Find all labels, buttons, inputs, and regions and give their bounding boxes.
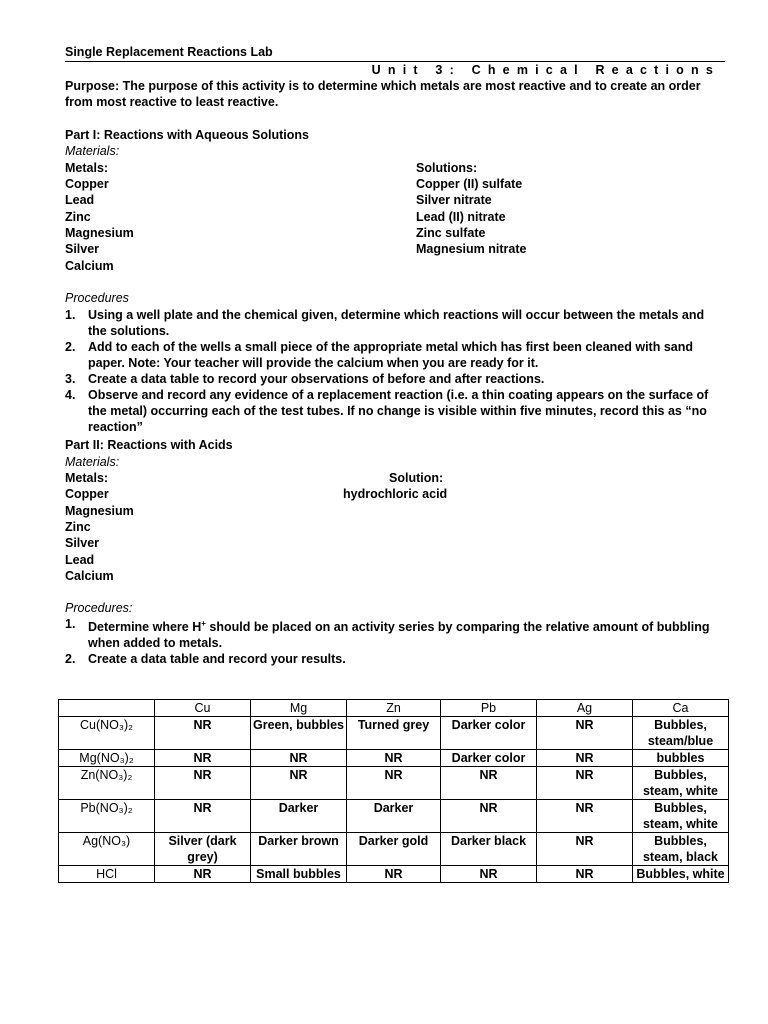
table-cell: Darker color <box>441 750 537 767</box>
unit-heading: Unit 3: Chemical Reactions <box>371 63 720 77</box>
table-cell: NR <box>537 833 633 866</box>
part1-procedures-label: Procedures <box>65 291 129 305</box>
part2-solution-label: Solution: <box>389 471 444 485</box>
table-cell: NR <box>441 767 537 800</box>
table-cell: NR <box>537 717 633 750</box>
table-cell: Darker gold <box>347 833 441 866</box>
part2-procedures-label: Procedures: <box>65 601 133 615</box>
row-header: Zn(NO₃)₂ <box>59 767 155 800</box>
part2-solution-value: hydrochloric acid <box>343 487 448 501</box>
column-header <box>59 700 155 717</box>
column-header: Ag <box>537 700 633 717</box>
procedure-item: 2. Add to each of the wells a small piece of the appropriate metal which has first been cleaned with sand paper. Note: Your teacher will provide the calcium when you are ready for it. <box>65 340 694 370</box>
part1-solution-item: Lead (II) nitrate <box>416 210 506 224</box>
part1-metals-label: Metals: <box>65 161 109 175</box>
table-cell: bubbles <box>633 750 729 767</box>
row-header: Mg(NO₃)₂ <box>59 750 155 767</box>
column-header: Zn <box>347 700 441 717</box>
table-cell: NR <box>251 767 347 800</box>
part2-procedures-list <box>65 616 725 667</box>
table-cell: NR <box>155 717 251 750</box>
procedure-item: 4. Observe and record any evidence of a replacement reaction (i.e. a thin coating appears on the surface of the metal) occurring each of the test tubes. If no change is visible within five minutes, record this as “no reaction” <box>65 388 709 434</box>
part2-metal-item: Magnesium <box>65 504 134 518</box>
procedure-item: 3. Create a data table to record your observations of before and after reactions. <box>65 372 545 386</box>
column-header: Cu <box>155 700 251 717</box>
table-cell: NR <box>537 800 633 833</box>
column-header: Pb <box>441 700 537 717</box>
results-table <box>58 699 729 883</box>
table-row <box>59 800 729 833</box>
table-cell: Silver (dark grey) <box>155 833 251 866</box>
table-cell: Small bubbles <box>251 866 347 883</box>
table-cell: Bubbles, white <box>633 866 729 883</box>
table-row <box>59 866 729 883</box>
part1-metal-item: Lead <box>65 193 95 207</box>
table-cell: Bubbles, steam, white <box>633 800 729 833</box>
column-header: Ca <box>633 700 729 717</box>
part2-metal-item: Calcium <box>65 569 114 583</box>
row-header: Cu(NO₃)₂ <box>59 717 155 750</box>
table-row <box>59 833 729 866</box>
table-cell: NR <box>251 750 347 767</box>
part2-metal-item: Zinc <box>65 520 91 534</box>
table-cell: Darker <box>251 800 347 833</box>
table-cell: NR <box>155 866 251 883</box>
part2-metal-item: Copper <box>65 487 109 501</box>
table-row <box>59 750 729 767</box>
table-cell: NR <box>441 866 537 883</box>
part1-solution-item: Silver nitrate <box>416 193 492 207</box>
part1-metal-item: Copper <box>65 177 109 191</box>
purpose-label: Purpose: <box>65 79 120 93</box>
part1-solutions-label: Solutions: <box>416 161 478 175</box>
part1-metal-item: Magnesium <box>65 226 134 240</box>
table-cell: Darker color <box>441 717 537 750</box>
table-cell: NR <box>155 750 251 767</box>
table-cell: Darker black <box>441 833 537 866</box>
table-cell: Green, bubbles <box>251 717 347 750</box>
table-header-row <box>59 700 729 717</box>
part1-metal-item: Silver <box>65 242 100 256</box>
purpose-paragraph <box>65 78 725 110</box>
table-cell: NR <box>347 750 441 767</box>
part1-solution-item: Zinc sulfate <box>416 226 486 240</box>
part1-solution-item: Magnesium nitrate <box>416 242 527 256</box>
row-header: Ag(NO₃) <box>59 833 155 866</box>
table-cell: Bubbles, steam, black <box>633 833 729 866</box>
part1-materials-label: Materials: <box>65 144 120 158</box>
part1-metal-item: Zinc <box>65 210 91 224</box>
procedure-item: 2. Create a data table and record your results. <box>65 652 346 667</box>
table-cell: NR <box>155 767 251 800</box>
part1-procedures-list <box>65 307 725 435</box>
procedure-item: 1. Determine where H+ should be placed on an activity series by comparing the relative amount of bubbling when added to metals. <box>65 617 710 651</box>
table-cell: NR <box>347 767 441 800</box>
table-cell: NR <box>537 767 633 800</box>
table-cell: Bubbles, steam, white <box>633 767 729 800</box>
table-cell: Bubbles, steam/blue <box>633 717 729 750</box>
part2-metal-item: Silver <box>65 536 100 550</box>
part1-solution-item: Copper (II) sulfate <box>416 177 523 191</box>
table-cell: Darker brown <box>251 833 347 866</box>
procedure-item: 1. Using a well plate and the chemical given, determine which reactions will occur between the metals and the solutions. <box>65 308 705 338</box>
table-cell: Turned grey <box>347 717 441 750</box>
table-cell: NR <box>537 750 633 767</box>
part1-title: Part I: Reactions with Aqueous Solutions <box>65 128 310 142</box>
table-row <box>59 717 729 750</box>
part2-metal-item: Lead <box>65 553 95 567</box>
part1-metal-item: Calcium <box>65 259 114 273</box>
row-header: HCl <box>59 866 155 883</box>
table-cell: Darker <box>347 800 441 833</box>
part2-metals-label: Metals: <box>65 471 109 485</box>
table-cell: NR <box>155 800 251 833</box>
table-cell: NR <box>347 866 441 883</box>
purpose-text: The purpose of this activity is to determine which metals are most reactive and to create an order from most reactive to least reactive. <box>65 79 701 109</box>
part2-materials-label: Materials: <box>65 455 120 469</box>
column-header: Mg <box>251 700 347 717</box>
row-header: Pb(NO₃)₂ <box>59 800 155 833</box>
table-row <box>59 767 729 800</box>
part2-title: Part II: Reactions with Acids <box>65 438 233 452</box>
table-cell: NR <box>537 866 633 883</box>
document-title: Single Replacement Reactions Lab <box>65 45 273 59</box>
table-cell: NR <box>441 800 537 833</box>
